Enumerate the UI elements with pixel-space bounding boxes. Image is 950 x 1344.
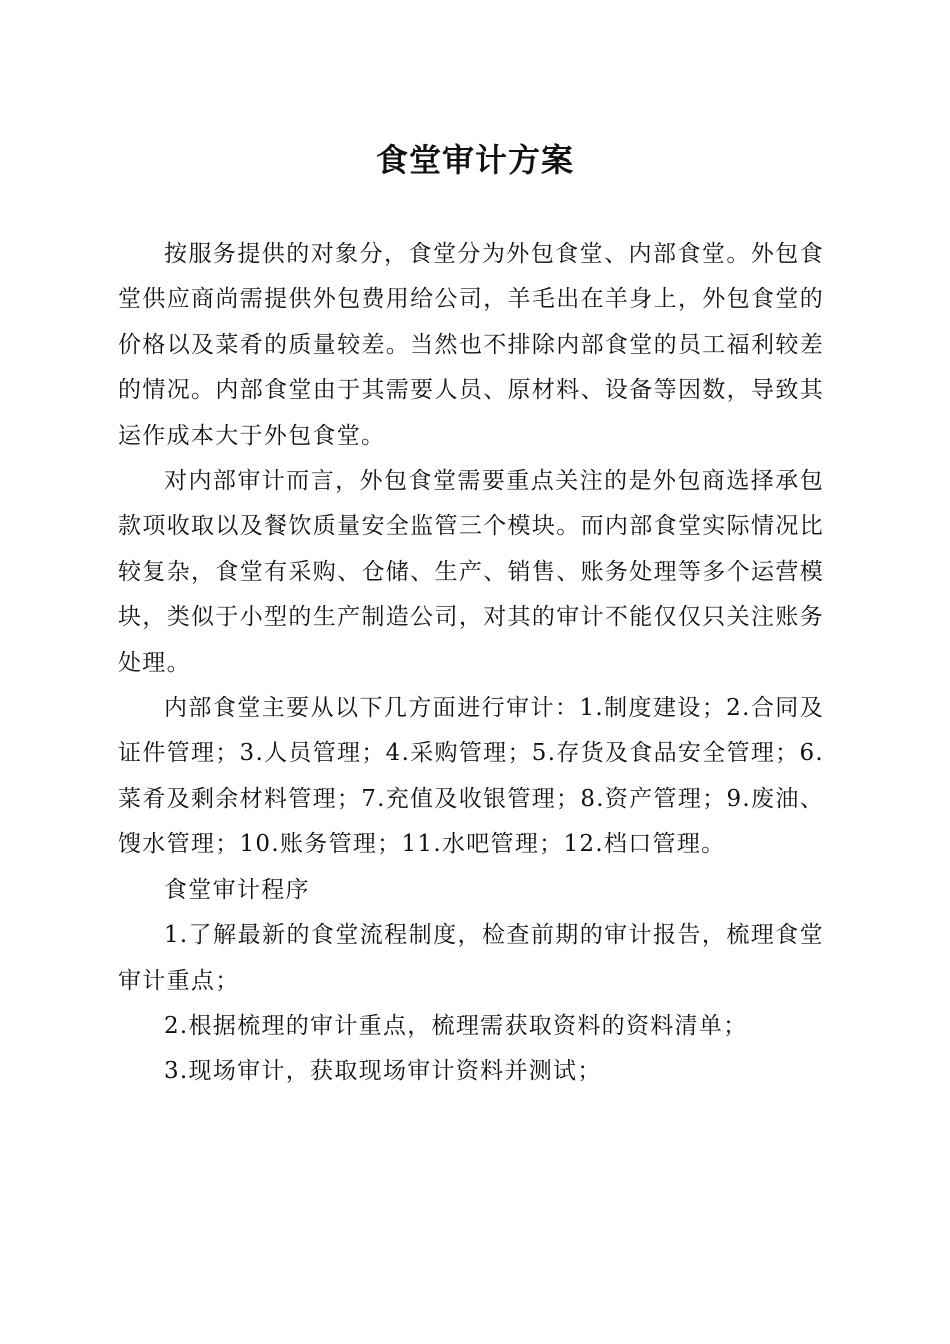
paragraph-canteen-types: 按服务提供的对象分，食堂分为外包食堂、内部食堂。外包食堂供应商尚需提供外包费用给公司，羊毛出在羊身上，外包食堂的价格以及菜肴的质量较差。当然也不排除内部食堂的员工福利较差的情况。内部食堂由于其需要人员、原材料、设备等因数，导致其运作成本大于外包食堂。 <box>118 241 824 449</box>
document-body <box>118 232 824 1095</box>
procedure-step-2: 2.根据梳理的审计重点，梳理需获取资料的资料清单； <box>164 1012 748 1039</box>
document-title: 食堂审计方案 <box>375 141 574 179</box>
paragraph-audit-areas: 内部食堂主要从以下几方面进行审计：1.制度建设；2.合同及证件管理；3.人员管理；4.采购管理；5.存货及食品安全管理；6.菜肴及剩余材料管理；7.充值及收银管理；8.资产管理；9.废油、馊水管理；10.账务管理；11.水吧管理；12.档口管理。 <box>118 695 824 858</box>
procedure-step-3: 3.现场审计，获取现场审计资料并测试； <box>164 1058 602 1085</box>
section-heading-audit-procedure: 食堂审计程序 <box>164 876 310 903</box>
paragraph-internal-audit-focus: 对内部审计而言，外包食堂需要重点关注的是外包商选择承包款项收取以及餐饮质量安全监管三个模块。而内部食堂实际情况比较复杂，食堂有采购、仓储、生产、销售、账务处理等多个运营模块，类似于小型的生产制造公司，对其的审计不能仅仅只关注账务处理。 <box>118 468 824 676</box>
procedure-step-1: 1.了解最新的食堂流程制度，检查前期的审计报告，梳理食堂审计重点； <box>118 922 824 994</box>
